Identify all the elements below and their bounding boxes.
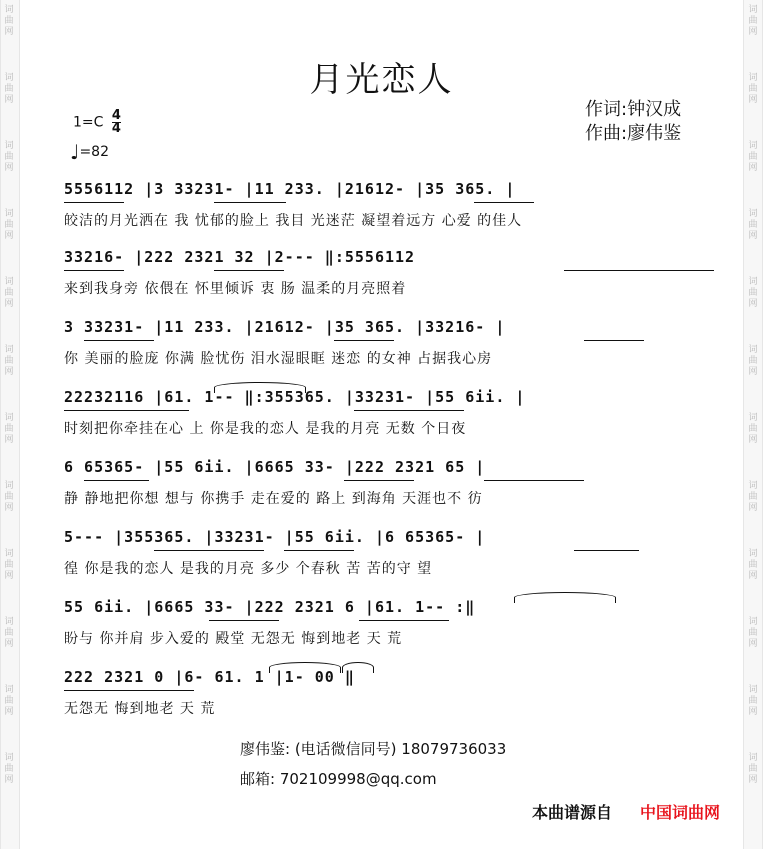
tie-arc [514, 592, 616, 603]
notation-line: 55 6ii. |6665 33- |222 2321 6 |61. 1-- :‖ [64, 598, 476, 616]
lyrics-line: 来到我身旁 依偎在 怀里倾诉 衷 肠 温柔的月亮照着 [64, 281, 407, 297]
beam [64, 690, 194, 691]
watermark-text: 词 曲 网 [748, 685, 758, 717]
lyrics-line: 皎洁的月光洒在 我 忧郁的脸上 我目 光迷茫 凝望着远方 心爱 的佳人 [64, 213, 523, 229]
tie-arc [214, 382, 306, 393]
watermark-text: 词 曲 网 [4, 209, 14, 241]
beam [214, 202, 286, 203]
beam [154, 550, 264, 551]
watermark-text: 词 曲 网 [4, 277, 14, 309]
watermark-text: 词 曲 网 [4, 617, 14, 649]
watermark-text: 词 曲 网 [4, 685, 14, 717]
time-signature [112, 110, 121, 135]
watermark-text: 词 曲 网 [748, 209, 758, 241]
beam [354, 410, 464, 411]
watermark-text: 词 曲 网 [748, 481, 758, 513]
lyrics-line: 无怨无 悔到地老 天 荒 [64, 701, 216, 717]
notation-line: 22232116 |61. 1-- ‖:355365. |33231- |55 6ii. | [64, 388, 526, 406]
beam [64, 410, 189, 411]
source-site: 中国词曲网 [640, 803, 721, 822]
beam [574, 550, 639, 551]
notation-line: 5556112 |3 33231- |11 233. |21612- |35 365. | [64, 180, 516, 198]
beam [474, 202, 534, 203]
watermark-text: 词 曲 网 [748, 277, 758, 309]
lyricist: 作词:钟汉成 [585, 99, 682, 120]
contact-phone: 廖伟鉴: (电话微信同号) 18079736033 [240, 740, 507, 758]
watermark-text: 词 曲 网 [4, 5, 14, 37]
tie-arc [269, 662, 341, 673]
lyrics-line: 静 静地把你想 想与 你携手 走在爱的 路上 到海角 天涯也不 彷 [64, 491, 483, 507]
watermark-text: 词 曲 网 [4, 73, 14, 105]
notation-line: 5--- |355365. |33231- |55 6ii. |6 65365- | [64, 528, 486, 546]
watermark-text: 词 曲 网 [4, 345, 14, 377]
notation-line: 6 65365- |55 6ii. |6665 33- |222 2321 65 | [64, 458, 486, 476]
beam [564, 270, 714, 271]
beam [284, 550, 354, 551]
watermark-text: 词 曲 网 [748, 345, 758, 377]
watermark-text: 词 曲 网 [4, 549, 14, 581]
notation-line: 222 2321 0 |6- 61. 1 |1- 00 ‖ [64, 668, 355, 686]
watermark-text: 词 曲 网 [4, 481, 14, 513]
beam [334, 340, 394, 341]
lyrics-line: 徨 你是我的恋人 是我的月亮 多少 个春秋 苦 苦的守 望 [64, 561, 433, 577]
beam [64, 202, 124, 203]
notation-line: 33216- |222 2321 32 |2--- ‖:5556112 [64, 248, 416, 266]
beam [64, 270, 124, 271]
lyrics-line: 你 美丽的脸庞 你满 脸忧伤 泪水湿眼眶 迷恋 的女神 占据我心房 [64, 351, 493, 367]
tempo-marking [70, 140, 109, 164]
tie-arc [342, 662, 374, 673]
credits [585, 98, 681, 146]
beam [484, 480, 584, 481]
beam [584, 340, 644, 341]
key-label: 1=C [73, 114, 104, 131]
beam [209, 620, 279, 621]
time-top: 4 [111, 108, 121, 123]
watermark-text: 词 曲 网 [748, 549, 758, 581]
beam [84, 340, 154, 341]
watermark-text: 词 曲 网 [748, 141, 758, 173]
notation-line: 3 33231- |11 233. |21612- |35 365. |33216- | [64, 318, 506, 336]
quarter-note-icon: ♩ [70, 140, 80, 164]
tempo-value: =82 [79, 144, 109, 160]
watermark-text: 词 曲 网 [748, 753, 758, 785]
watermark-text: 词 曲 网 [748, 73, 758, 105]
beam [214, 270, 284, 271]
contact-email: 邮箱: 702109998@qq.com [240, 770, 437, 788]
watermark-text: 词 曲 网 [748, 413, 758, 445]
beam [344, 480, 414, 481]
beam [359, 620, 449, 621]
time-bottom: 4 [111, 121, 121, 136]
beam [84, 480, 149, 481]
lyrics-line: 盼与 你并肩 步入爱的 殿堂 无怨无 悔到地老 天 荒 [64, 631, 403, 647]
key-signature [73, 110, 121, 135]
lyrics-line: 时刻把你牵挂在心 上 你是我的恋人 是我的月亮 无数 个日夜 [64, 421, 467, 437]
composer: 作曲:廖伟鉴 [585, 123, 682, 144]
song-title: 月光恋人 [309, 60, 454, 100]
source-prefix: 本曲谱源自 [532, 803, 613, 822]
watermark-text: 词 曲 网 [748, 5, 758, 37]
watermark-text: 词 曲 网 [4, 753, 14, 785]
watermark-text: 词 曲 网 [4, 141, 14, 173]
watermark-text: 词 曲 网 [4, 413, 14, 445]
watermark-text: 词 曲 网 [748, 617, 758, 649]
